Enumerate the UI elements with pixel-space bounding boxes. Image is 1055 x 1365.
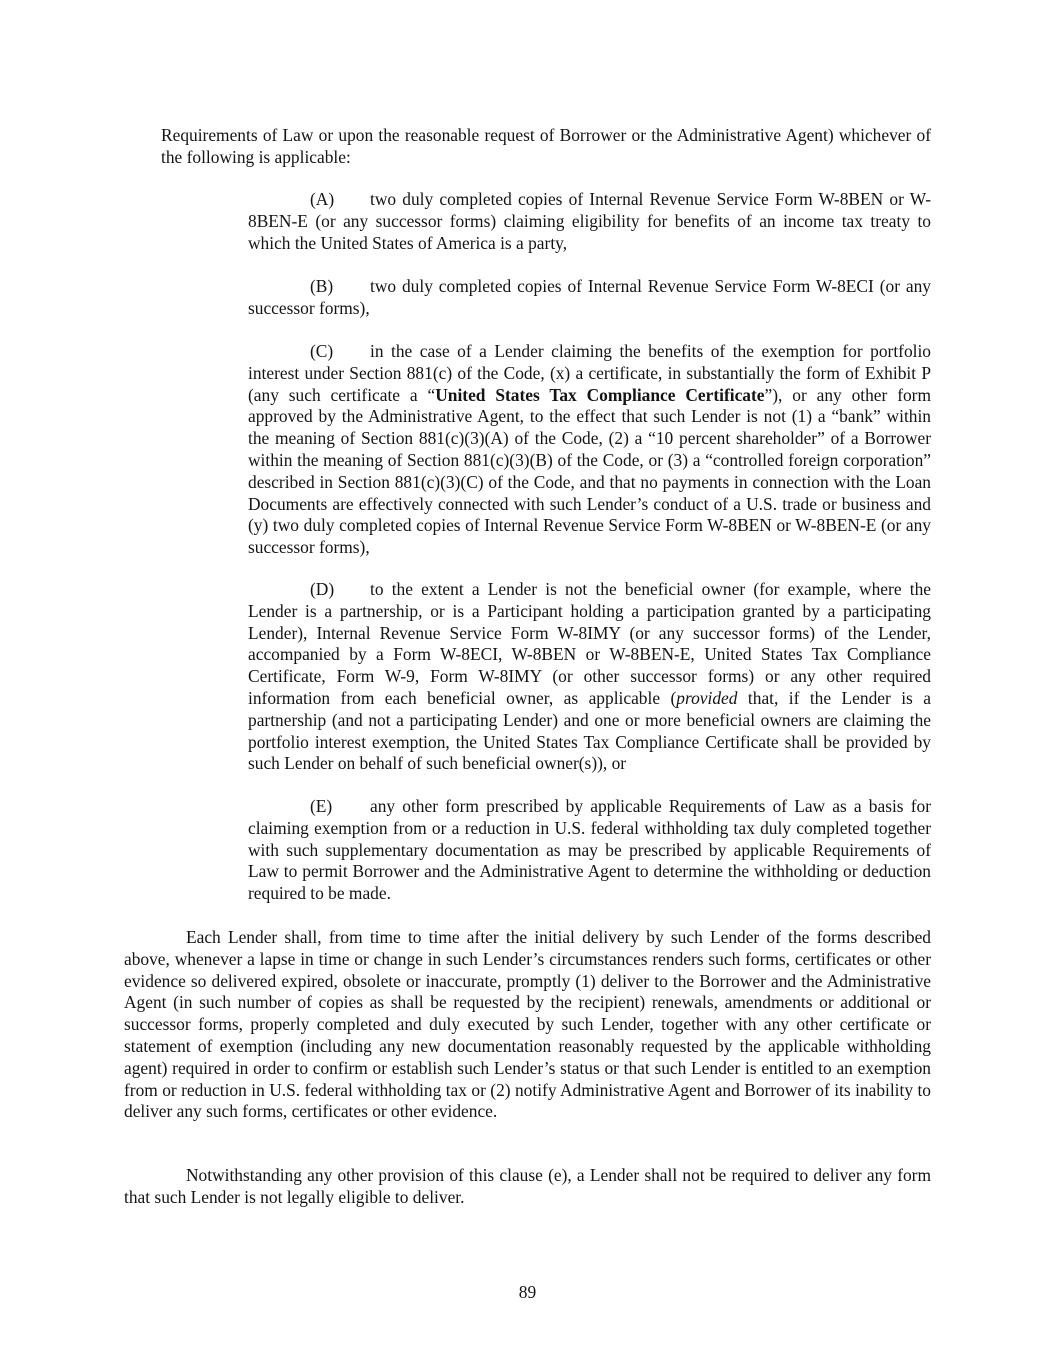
clause-text: two duly completed copies of Internal Revenue Service Form W-8BEN or W-8BEN-E (or any successor forms) claiming eligibility for benefits of an income tax treaty to which the United States of America is a party, <box>248 189 931 253</box>
italic-term: provided <box>676 687 738 708</box>
clause-text-before: to the extent a Lender is not the beneficial owner (for example, where the Lender is a partnership, or is a Participant holding a participation granted by a participating Lender), Internal Revenue Service Form W-8IMY (or any successor forms) of the Lender, accompanied by a Form W-8ECI, W-8BEN or W-8BEN-E, United States Tax Compliance Certificate, Form W-9, Form W-8IMY (or other successor forms) or any other required information from each beneficial owner, as applicable ( <box>248 579 931 708</box>
clause-marker: (A) <box>310 189 335 209</box>
clause-marker: (C) <box>310 341 334 361</box>
clause-text-after: that, if the Lender is a partnership (and not a participating Lender) and one or more beneficial owners are claiming the portfolio interest exemption, the United States Tax Compliance Certificate shall be provided by such Lender on behalf of such beneficial owner(s)), or <box>248 687 931 774</box>
clause-marker: (B) <box>310 276 334 296</box>
clause-marker: (E) <box>310 796 333 816</box>
clause-marker: (D) <box>310 579 335 599</box>
body-paragraph-1: Each Lender shall, from time to time after the initial delivery by such Lender of the forms described above, whenever a lapse in time or change in such Lender’s circumstances renders such forms, certificates or other evidence so delivered expired, obsolete or inaccurate, promptly (1) deliver to the Borrower and the Administrative Agent (in such number of copies as shall be requested by the recipient) renewals, amendments or additional or successor forms, properly completed and duly executed by such Lender, together with any other certificate or statement of exemption (including any new documentation reasonably requested by the applicable withholding agent) required in order to confirm or establish such Lender’s status or that such Lender is entitled to an exemption from or reduction in U.S. federal withholding tax or (2) notify Administrative Agent and Borrower of its inability to deliver any such forms, certificates or other evidence. <box>124 927 931 1122</box>
body-paragraph-2: Notwithstanding any other provision of this clause (e), a Lender shall not be required to deliver any form that such Lender is not legally eligible to deliver. <box>124 1165 931 1207</box>
clause-text: two duly completed copies of Internal Revenue Service Form W-8ECI (or any successor forms), <box>248 276 931 318</box>
clause-e <box>248 796 931 905</box>
clause-c <box>248 341 931 559</box>
clause-text: any other form prescribed by applicable Requirements of Law as a basis for claiming exemption from or a reduction in U.S. federal withholding tax duly completed together with such supplementary documentation as may be prescribed by applicable Requirements of Law to permit Borrower and the Administrative Agent to determine the withholding or deduction required to be made. <box>248 796 931 904</box>
clause-text-after: ”), or any other form approved by the Administrative Agent, to the effect that such Lender is not (1) a “bank” within the meaning of Section 881(c)(3)(A) of the Code, (2) a “10 percent shareholder” of a Borrower within the meaning of Section 881(c)(3)(B) of the Code, or (3) a “controlled foreign corporation” described in Section 881(c)(3)(C) of the Code, and that no payments in connection with the Loan Documents are effectively connected with such Lender’s conduct of a U.S. trade or business and (y) two duly completed copies of Internal Revenue Service Form W-8BEN or W-8BEN-E (or any successor forms), <box>248 384 931 558</box>
clause-b <box>248 276 931 320</box>
clause-text-before: in the case of a Lender claiming the benefits of the exemption for portfolio interest under Section 881(c) of the Code, (x) a certificate, in substantially the form of Exhibit P (any such certificate a “ <box>248 341 931 405</box>
defined-term: United States Tax Compliance Certificate <box>435 384 765 405</box>
page-number: 89 <box>518 1282 537 1302</box>
lead-paragraph: Requirements of Law or upon the reasonable request of Borrower or the Administrative Agent) whichever of the following is applicable: <box>161 125 931 167</box>
clause-d <box>248 579 931 775</box>
clause-a <box>248 189 931 254</box>
